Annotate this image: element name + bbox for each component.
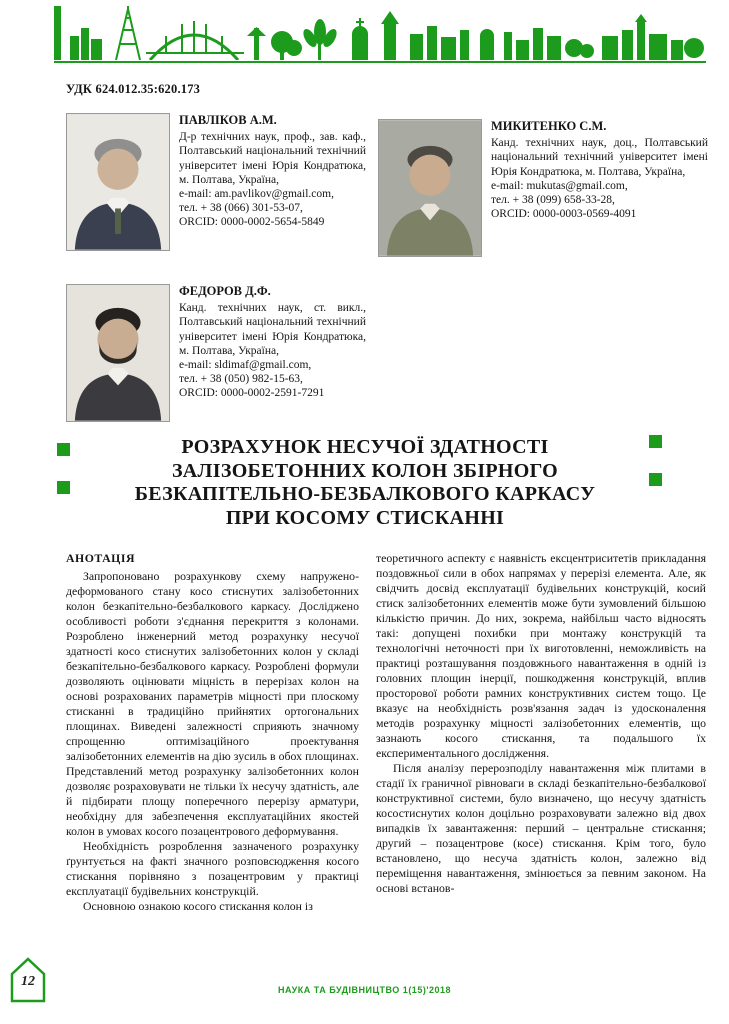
article-title-line: БЕЗКАПІТЕЛЬНО-БЕЗБАЛКОВОГО КАРКАСУ	[134, 483, 596, 505]
title-marker-square	[57, 443, 70, 456]
author-phone: тел. + 38 (066) 301-53-07,	[179, 202, 303, 215]
author-block-pavlikov	[66, 113, 366, 251]
article-title-line: ЗАЛІЗОБЕТОННИХ КОЛОН ЗБІРНОГО	[171, 459, 559, 482]
author-block-fedorov	[66, 284, 366, 422]
title-marker-square	[57, 481, 70, 494]
article-title-line: ПРИ КОСОМУ СТИСКАННІ	[225, 506, 505, 529]
author-orcid: ORCID: 0000-0003-0569-4091	[491, 208, 637, 221]
author-name: ПАВЛІКОВ А.М.	[179, 113, 277, 127]
author-affiliation: Канд. технічних наук, доц., Полтавський національний технічний університет імені Юрія Кондратюка, м. Полтава, Україна,	[491, 137, 708, 178]
abstract-paragraph: Основною ознакою косого стискання колон із	[83, 899, 313, 913]
author-orcid: ORCID: 0000-0002-2591-7291	[179, 387, 325, 400]
author-name: ФЕДОРОВ Д.Ф.	[179, 284, 271, 298]
abstract-paragraph: Необхідність розроблення зазначеного розрахунку ґрунтується на факті значного розповсюдження косого стискання порівняно з позацентровим у практиці експлуатації будівельних конструкцій.	[66, 839, 359, 898]
article-title	[80, 436, 650, 530]
title-marker-square	[649, 435, 662, 448]
article-title-line: РОЗРАХУНОК НЕСУЧОЇ ЗДАТНОСТІ	[181, 436, 549, 458]
body-column	[376, 551, 706, 967]
author-phone: тел. + 38 (050) 982-15-63,	[179, 373, 303, 386]
title-marker-square	[649, 473, 662, 486]
abstract-paragraph: Запропоновано розрахункову схему напружено-деформованого стану косо стиснутих залізобетонних колон безкапітельно-безбалкового каркасу. Досліджено особливості роботи з'єднання перекриття з колонами. Розроблено інженерний метод розрахунку несучої здатності косо стиснутих залізобетонних колон у складі безкапітельно-безбалкового каркасу. Розроблені формули дозволяють оцінювати міцність в перерізах колон на основі розрахованих параметрів міцності при плоскому стисканні в традиційно прийнятих ортогональних площинах. Виведені залежності сприяють значному спрощенню оптимізаційного проектування залізобетонних елементів на дію зусиль в обох площинах. Представлений метод розрахунку залізобетонних колон дозволяє розраховувати не тільки їх несучу здатність, але й підбирати площу поперечного перерізу арматури, необхідну для забезпечення експлуатаційних якостей колон в умовах косого позацентрового деформування.	[66, 569, 359, 838]
author-name: МИКИТЕНКО С.М.	[491, 119, 607, 133]
body-paragraph: Після аналізу перерозподілу навантаження між плитами в стадії їх граничної рівноваги в складі безкапітельно-безбалкової конструктивної системи, було визначено, що несучу здатність косостиснутих колон доцільно розраховувати залежно від двох випадків їх завантаження: перший – центральне стискання; другий – позацентрове (косе) стискання. Крім того, було встановлено, що несуча здатність колон, залежно від переміщення навантаження, змінюється за певним законом. На основі встанов-	[376, 761, 706, 895]
author-affiliation: Д-р технічних наук, проф., зав. каф., Полтавський національний технічний університет імені Юрія Кондратюка, м. Полтава, Україна,	[179, 131, 366, 186]
author-phone: тел. + 38 (099) 658-33-28,	[491, 194, 615, 207]
abstract-column	[66, 551, 359, 967]
kyiv-skyline-graphic	[54, 6, 706, 60]
author-email: e-mail: sldimaf@gmail.com,	[179, 359, 312, 372]
page-number-badge	[10, 956, 46, 1004]
page-number: 12	[21, 974, 35, 989]
journal-footer: НАУКА ТА БУДІВНИЦТВО 1(15)'2018	[278, 985, 451, 995]
author-photo	[66, 113, 170, 251]
author-orcid: ORCID: 0000-0002-5654-5849	[179, 216, 325, 229]
author-photo	[66, 284, 170, 422]
author-email: e-mail: mukutas@gmail.com,	[491, 179, 628, 192]
udc-code: УДК 624.012.35:620.173	[66, 82, 201, 96]
author-email: e-mail: am.pavlikov@gmail.com,	[179, 188, 334, 201]
abstract-heading: АНОТАЦІЯ	[66, 551, 135, 565]
author-block-mykytenko	[378, 119, 708, 257]
header-rule	[54, 61, 706, 63]
author-affiliation: Канд. технічних наук, ст. викл., Полтавський національний технічний університет імені Юрія Кондратюка, м. Полтава, Україна,	[179, 302, 366, 357]
author-photo	[378, 119, 482, 257]
body-paragraph: теоретичного аспекту є наявність ексцентриситетів прикладання поздовжньої сили в обох напрямах у перерізі елемента. Але, як свідчить досвід експлуатації будівельних конструкцій, косий стиск залізобетонних елементів може бути зумовлений більшою кількістю причин. До них, зокрема, найбільш часто відносять такі: допущені похибки при монтажу конструкцій та технологічні неточності при їх виготовленні, неможливість на практиці розташування поздовжнього навантаження в одній із головних площин інерції, пошкодження конструкцій, вплив просторової роботи рамних конструктивних систем тощо. Це вказує на необхідність розв'язання задач із удосконалення методів розрахунку міцності залізобетонних елементів, що зазнають косого стискання, та подальшого їх експериментального дослідження.	[376, 551, 706, 760]
